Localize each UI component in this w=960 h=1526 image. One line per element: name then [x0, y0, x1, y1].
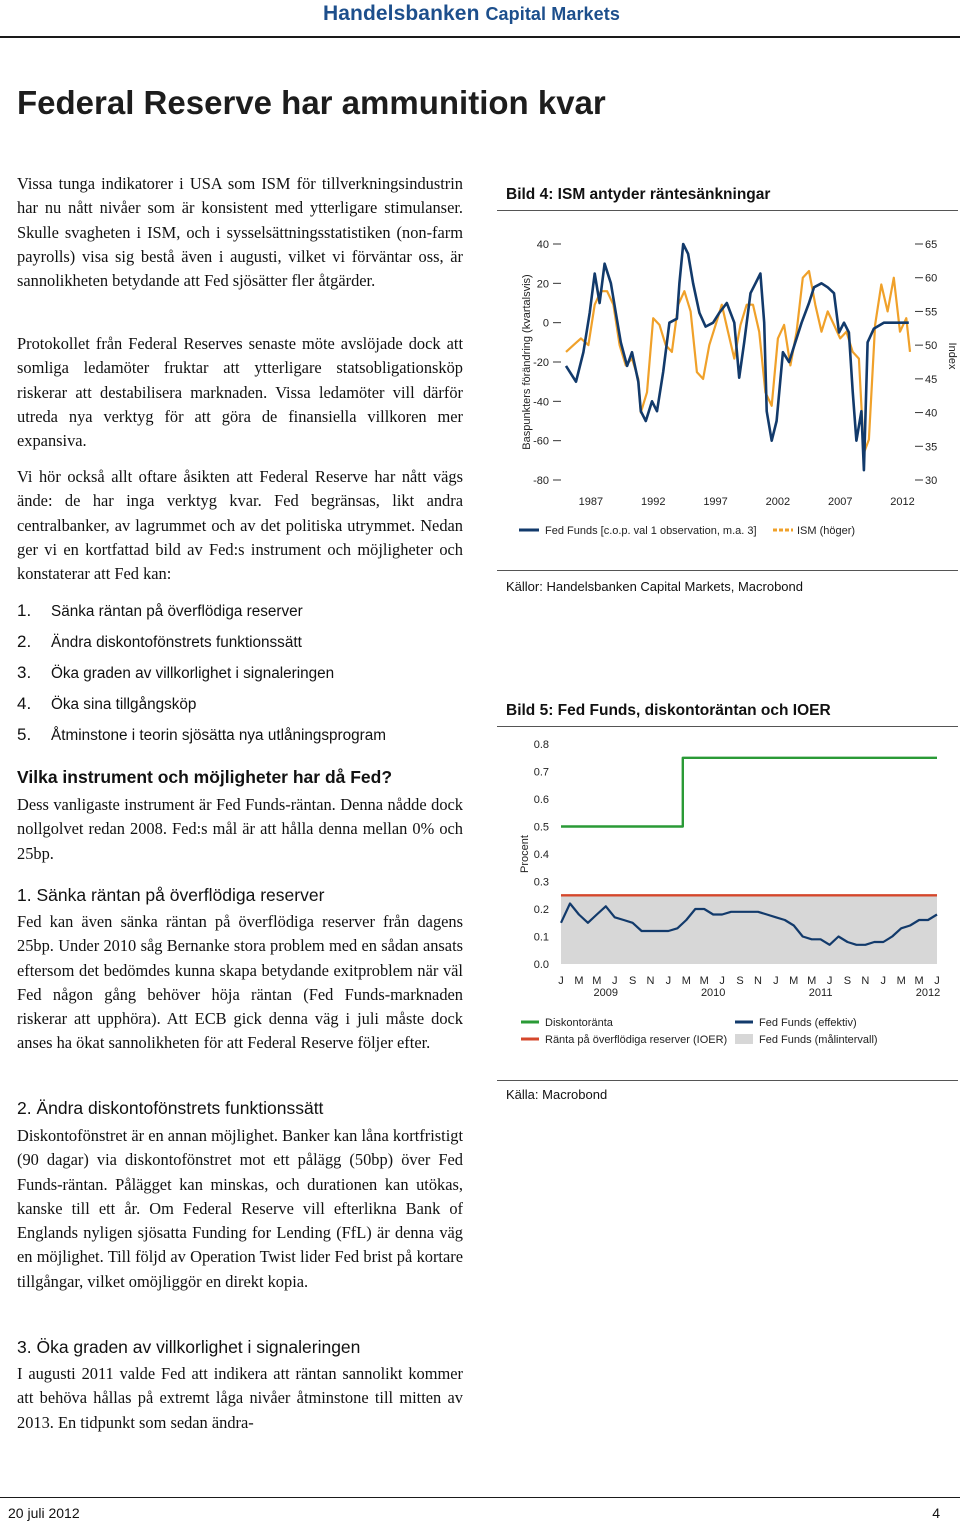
intro-paragraph: Vissa tunga indikatorer i USA som ISM för tillverkningsindustrin har nu nått nivåer som är konsistent med ytterligare stimulanser. Skulle svagheten i ISM, och i sysselsättningsstatistiken (non-farm payrolls) visa sig bestå även i augusti, vilket vi förväntar oss, är sannolikheten betydande att Fed sjösätter fler åtgärder. [17, 174, 463, 291]
x-tick-label: 2012 [890, 496, 915, 508]
x-tick-label: J [773, 975, 779, 987]
y-tick-label-right: 55 [925, 306, 938, 319]
legend-fed-funds-effective-label: Fed Funds (effektiv) [759, 1017, 857, 1029]
x-tick-label: M [807, 975, 817, 987]
x-year-label: 2012 [915, 987, 941, 999]
tools-list [17, 595, 463, 750]
x-tick-label: M [574, 975, 584, 987]
x-tick-label: J [665, 975, 672, 987]
page-title: Federal Reserve har ammunition kvar [17, 84, 606, 121]
minutes-paragraph: Protokollet från Federal Reserves senaste möte avslöjade dock att somliga ledamöter fruktar att ytterligare statsobligationsköp riskerar att destabilisera marknaden. Vissa ledamöter vill därför utreda nya verktyg för att göra de finansiella villkoren mer expansiva. [17, 334, 463, 451]
figure-4-source: Källor: Handelsbanken Capital Markets, Macrobond [506, 579, 803, 594]
figure-4-chart [497, 212, 960, 572]
section-2-heading: 2. Ändra diskontofönstrets funktionssätt [17, 1098, 324, 1118]
left-column [17, 172, 463, 293]
list-item [17, 626, 463, 657]
instruments-heading: Vilka instrument och möjligheter har då Fed? [17, 767, 393, 787]
page-number: 4 [932, 1505, 940, 1521]
fed-funds-paragraph: Dess vanligaste instrument är Fed Funds-räntan. Denna nådde dock nollgolvet redan 2008. Fed:s mål är att hålla denna mellan 0% och 25bp. [17, 795, 463, 863]
x-tick-label: N [861, 975, 870, 987]
target-range-band [561, 895, 937, 964]
discount-rate-series [561, 758, 937, 827]
legend-discount-label: Diskontoränta [545, 1017, 613, 1029]
list-item [17, 688, 463, 719]
brand-name: Handelsbanken [322, 2, 480, 25]
y-tick-label: 0.2 [533, 904, 549, 916]
y-tick-label-left: 40 [536, 239, 549, 251]
x-tick-label: M [699, 975, 709, 987]
y-tick-label: 0.6 [533, 794, 549, 806]
y-tick-label: 0.8 [533, 739, 549, 751]
x-tick-label: S [736, 975, 744, 987]
legend-label-ism: ISM (höger) [797, 525, 856, 537]
brand-subname: Capital Markets [485, 4, 620, 24]
figure-5-title: Bild 5: Fed Funds, diskontoräntan och IOER [506, 702, 831, 719]
list-text: Öka graden av villkorlighet i signaleringen [51, 665, 335, 682]
list-item [17, 657, 463, 688]
x-tick-label: J [826, 975, 833, 987]
left-column-p2 [17, 332, 463, 453]
legend-target-range-label: Fed Funds (målintervall) [759, 1034, 878, 1046]
x-tick-label: J [611, 975, 618, 987]
list-item [17, 595, 463, 626]
list-text: Sänka räntan på överflödiga reserver [51, 603, 303, 620]
figure-4-bottom-rule [497, 570, 958, 571]
y-axis-label-right: Index [946, 342, 958, 370]
y-tick-label-left: -60 [533, 435, 549, 448]
list-number: 3. [17, 663, 32, 682]
x-tick-label: M [592, 975, 602, 987]
y-tick-label-right: 40 [925, 407, 938, 420]
tools-paragraph: Vi hör också allt oftare åsikten att Federal Reserve har nått vägs ände: de har inga verktyg kvar. Fed begränsas, likt andra centralbanker, av lagrummet och av det politiska utrymmet. Nedan ger vi en kortfattad bild av Fed:s instrument och möjligheter och konstaterar att Fed kan: [17, 467, 463, 584]
y-tick-label-right: 45 [925, 373, 938, 386]
figure-5-bottom-rule [497, 1080, 958, 1081]
x-tick-label: M [914, 975, 924, 987]
y-tick-label: 0.4 [533, 849, 549, 861]
figure-5-source: Källa: Macrobond [506, 1087, 608, 1102]
x-tick-label: 2007 [827, 496, 853, 508]
signaling-paragraph: I augusti 2011 valde Fed att indikera att räntan sannolikt kommer att behöva hållas på extremt låga nivåer åtminstone till mitten av 2013. En tidpunkt som sedan ändra- [17, 1364, 463, 1432]
x-tick-label: J [934, 975, 940, 987]
x-tick-label: 2002 [765, 496, 791, 508]
y-axis-label-left: Baspunkters förändring (kvartalsvis) [521, 274, 533, 450]
list-item [17, 719, 463, 750]
brand-logo [323, 2, 620, 26]
x-tick-label: M [896, 975, 906, 987]
legend-label-fed-funds: Fed Funds [c.o.p. val 1 observation, m.a. 3] [545, 525, 757, 537]
list-text: Ändra diskontofönstrets funktionssätt [51, 634, 302, 651]
x-tick-label: M [681, 975, 691, 987]
ioer-paragraph: Fed kan även sänka räntan på överflödiga reserver från dagens 25bp. Under 2010 såg Bernanke stora problem med en sådan ansats eftersom det bedömdes kunna skapa betydande exitproblem när väl Fed någon gång behöver höja räntan (Fed Funds-marknaden riskerar att upphöra). Att ECB gick denna väg i juli måste dock anses ha ökat sannolikheten för att Federal Reserve följer efter. [17, 912, 463, 1053]
left-column-p7 [17, 1362, 463, 1435]
y-tick-label-right: 65 [925, 239, 938, 251]
x-tick-label: S [843, 975, 852, 987]
figure-4-title: Bild 4: ISM antyder räntesänkningar [506, 186, 771, 203]
y-tick-label-right: 60 [925, 272, 938, 285]
list-number: 4. [17, 694, 32, 713]
legend-ioer-label: Ränta på överflödiga reserver (IOER) [545, 1034, 728, 1046]
y-tick-label-right: 50 [925, 340, 938, 353]
figure-4-top-rule [497, 210, 958, 211]
x-year-label: 2010 [700, 987, 726, 999]
list-text: Åtminstone i teorin sjösätta nya utlåningsprogram [51, 727, 387, 744]
x-year-label: 2009 [593, 987, 619, 999]
y-tick-label-right: 35 [925, 441, 938, 454]
left-column-p4 [17, 793, 463, 866]
y-tick-label-right: 30 [925, 475, 938, 487]
y-tick-label: 0.0 [533, 959, 549, 971]
y-tick-label: 0.3 [533, 876, 549, 889]
x-tick-label: 1987 [578, 496, 604, 508]
x-tick-label: 1997 [703, 496, 728, 508]
list-number: 1. [17, 601, 32, 620]
y-tick-label-left: -80 [533, 475, 549, 487]
figure-5-top-rule [497, 726, 958, 727]
y-tick-label-left: -20 [533, 357, 549, 369]
section-3-heading: 3. Öka graden av villkorlighet i signaleringen [17, 1337, 361, 1357]
y-tick-label: 0.7 [533, 766, 549, 779]
left-column-p3 [17, 465, 463, 586]
y-tick-label: 0.1 [533, 931, 549, 944]
y-tick-label-left: 0 [542, 317, 549, 330]
list-number: 2. [17, 632, 32, 651]
x-year-label: 2011 [808, 987, 833, 999]
section-1-heading: 1. Sänka räntan på överflödiga reserver [17, 885, 325, 905]
x-tick-label: M [789, 975, 799, 987]
footer-rule [0, 1497, 960, 1498]
y-tick-label-left: -40 [533, 396, 549, 409]
left-column-p5 [17, 910, 463, 1056]
x-tick-label: N [753, 975, 762, 987]
footer-date: 20 juli 2012 [8, 1505, 80, 1521]
legend-target-range-swatch [735, 1034, 753, 1044]
y-axis-label: Procent [519, 835, 531, 873]
figure-5-chart [497, 728, 960, 1080]
left-column-p6 [17, 1124, 463, 1294]
y-tick-label-left: 20 [536, 278, 549, 291]
list-number: 5. [17, 725, 32, 744]
x-tick-label: J [558, 975, 564, 987]
header-rule [0, 36, 960, 38]
x-tick-label: N [646, 975, 655, 987]
list-text: Öka sina tillgångsköp [51, 696, 197, 713]
x-tick-label: J [880, 975, 887, 987]
x-tick-label: S [628, 975, 637, 987]
discount-window-paragraph: Diskontofönstret är en annan möjlighet. Banker kan låna kortfristigt (90 dagar) via diskontofönstret mot ett pålägg (50bp) över Fed Funds-räntan. Pålägget kan minskas, och durationen kan utökas, kanske till ett år. Om Federal Reserve vill efterlikna Bank of Englands nyligen sjösatta Funding for Lending (FfL) är denna väg en möjlighet. Till följd av Operation Twist lider Fed brist på kortare tillgångar, vilket omöjliggör en direkt kopia. [17, 1126, 463, 1291]
x-tick-label: J [719, 975, 725, 987]
y-tick-label: 0.5 [533, 821, 549, 834]
x-tick-label: 1992 [640, 496, 666, 508]
